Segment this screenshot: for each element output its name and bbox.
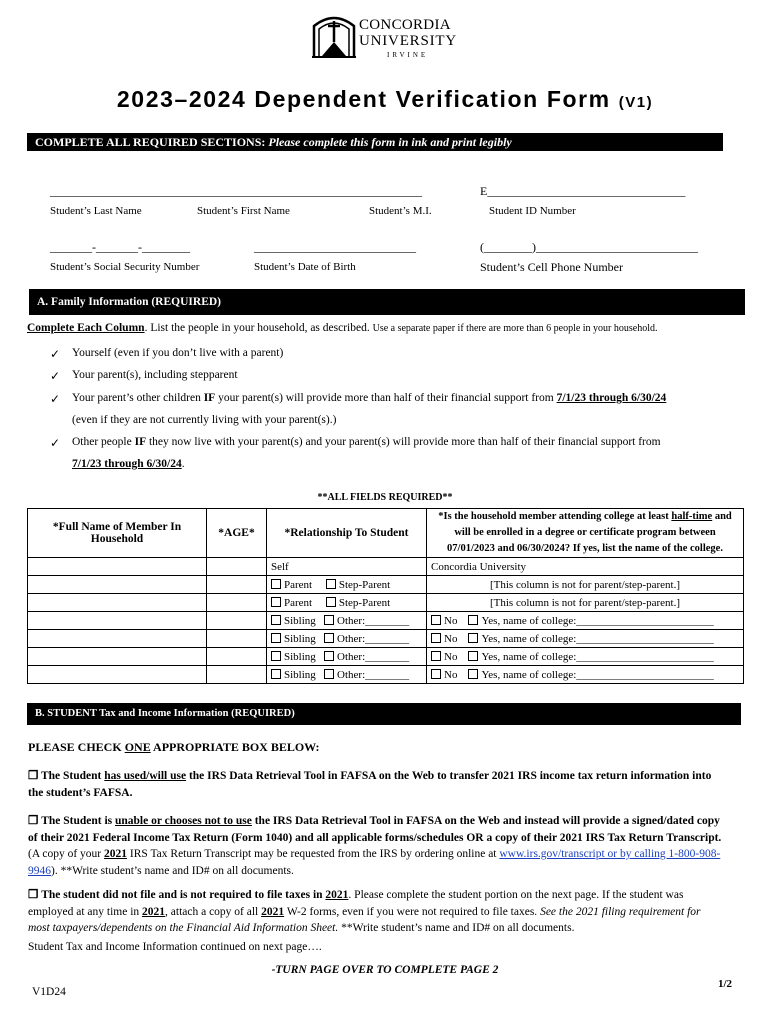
table-row (28, 666, 744, 684)
cell-age[interactable] (207, 666, 267, 684)
label-student-id: Student ID Number (489, 205, 576, 217)
sibling-checkbox[interactable] (271, 669, 281, 679)
cell-relationship-parent: Parent Step-Parent (267, 576, 427, 594)
student-id-line[interactable]: E_________________________________ (480, 184, 686, 198)
yes-checkbox[interactable] (468, 633, 478, 643)
household-table (27, 508, 744, 684)
cell-age[interactable] (207, 648, 267, 666)
table-header-row (28, 509, 744, 558)
cell-college-self: Concordia University (427, 558, 744, 576)
form-code: V1D24 (32, 986, 66, 998)
cell-age[interactable] (207, 612, 267, 630)
checkmark-icon: ✓ (50, 436, 61, 450)
parent-checkbox[interactable] (271, 579, 281, 589)
sibling-checkbox[interactable] (271, 651, 281, 661)
cell-relationship-sibling: Sibling Other:________ (267, 630, 427, 648)
header-college: *Is the household member attending college at least half-time and will be enrolled in a degree or certificate program between 07/01/2023 and 06/30/2024? If yes, list the name of the college. (427, 509, 744, 558)
table-row (28, 630, 744, 648)
cell-age[interactable] (207, 558, 267, 576)
table-row (28, 612, 744, 630)
table-row (28, 648, 744, 666)
logo-line-1: CONCORDIA (359, 17, 451, 33)
cell-college: No Yes, name of college:_________________________ (427, 648, 744, 666)
form-version: (V1) (618, 94, 654, 111)
cell-relationship-parent: Parent Step-Parent (267, 594, 427, 612)
header-relationship: *Relationship To Student (267, 509, 427, 558)
ssn-line[interactable]: _______-_______-________ (50, 240, 190, 254)
other-checkbox[interactable] (324, 651, 334, 661)
cell-name[interactable] (28, 666, 207, 684)
yes-checkbox[interactable] (468, 615, 478, 625)
step-parent-checkbox[interactable] (326, 597, 336, 607)
required-bar-note: Please complete this form in ink and print legibly (268, 135, 512, 149)
label-ssn: Student’s Social Security Number (50, 261, 200, 273)
cell-age[interactable] (207, 630, 267, 648)
form-title-main: 2023–2024 Dependent Verification Form (116, 86, 611, 112)
table-row (28, 558, 744, 576)
checkmark-icon: ✓ (50, 392, 61, 406)
cell-relationship-sibling: Sibling Other:________ (267, 648, 427, 666)
all-fields-required: **ALL FIELDS REQUIRED** (317, 492, 453, 503)
checkbox-icon[interactable]: ❒ (28, 770, 39, 782)
step-parent-checkbox[interactable] (326, 579, 336, 589)
yes-checkbox[interactable] (468, 651, 478, 661)
check-one-instruction: PLEASE CHECK ONE APPROPRIATE BOX BELOW: (28, 740, 320, 754)
chapel-icon (310, 12, 358, 60)
option-used-drt[interactable]: ❒ The Student has used/will use the IRS Data Retrieval Tool in FAFSA on the Web to transfer 2021 IRS income tax return information into the student’s FAFSA. (28, 770, 712, 799)
table-row (28, 594, 744, 612)
student-name-line[interactable]: ______________________________________________________________ (50, 184, 422, 198)
label-last-name: Student’s Last Name (50, 205, 142, 217)
irs-transcript-link[interactable]: www.irs.gov/transcript or by calling 1-800-908-9946 (28, 848, 721, 877)
no-checkbox[interactable] (431, 615, 441, 625)
required-bar-lead: COMPLETE ALL REQUIRED SECTIONS: (35, 135, 266, 149)
checkmark-icon: ✓ (50, 347, 61, 361)
cell-college: No Yes, name of college:_________________________ (427, 630, 744, 648)
required-sections-bar (27, 133, 723, 151)
list-item-other-people-dates: 7/1/23 through 6/30/24. (72, 458, 185, 470)
option-did-not-file[interactable]: ❒ The student did not file and is not required to file taxes in 2021. Please complete the student portion on the next page. If the student was employed at any time in 2021, attach a copy of all 2021 W-2 forms, even if you were not required to file taxes. See the 2021 filing requirement for most taxpayers/dependents on the Financial Aid Information Sheet. **Write student’s name and ID# on all documents. (28, 889, 701, 934)
no-checkbox[interactable] (431, 651, 441, 661)
cell-name[interactable] (28, 612, 207, 630)
no-checkbox[interactable] (431, 633, 441, 643)
list-item-other-children: Your parent’s other children IF your parent(s) will provide more than half of their financial support from 7/1/23 through 6/30/24 (72, 392, 667, 404)
cell-age[interactable] (207, 594, 267, 612)
list-item-parents: Your parent(s), including stepparent (72, 369, 238, 381)
dob-line[interactable]: ___________________________ (254, 240, 416, 254)
table-row (28, 576, 744, 594)
label-mi: Student’s M.I. (369, 205, 432, 217)
sibling-checkbox[interactable] (271, 633, 281, 643)
cell-relationship-sibling: Sibling Other:________ (267, 666, 427, 684)
other-checkbox[interactable] (324, 669, 334, 679)
section-a-header: A. Family Information (REQUIRED) (29, 289, 745, 315)
cell-relationship-self: Self (267, 558, 427, 576)
checkmark-icon: ✓ (50, 369, 61, 383)
cell-name[interactable] (28, 576, 207, 594)
page-number: 1/2 (718, 978, 733, 990)
section-b-header: B. STUDENT Tax and Income Information (REQUIRED) (27, 703, 741, 725)
turn-page-note: -TURN PAGE OVER TO COMPLETE PAGE 2 (271, 964, 499, 976)
sibling-checkbox[interactable] (271, 615, 281, 625)
header-full-name: *Full Name of Member In Household (28, 509, 207, 558)
section-a-intro: Complete Each Column. List the people in your household, as described. Use a separate paper if there are more than 6 people in your household. (27, 322, 658, 334)
label-dob: Student’s Date of Birth (254, 261, 356, 273)
form-title (0, 86, 770, 113)
cell-college: No Yes, name of college:_________________________ (427, 612, 744, 630)
cell-name[interactable] (28, 630, 207, 648)
logo-line-2: UNIVERSITY (359, 33, 457, 49)
list-item-other-children-cont: (even if they are not currently living with your parent(s).) (72, 414, 337, 426)
cell-not-for-parent: [This column is not for parent/step-parent.] (427, 594, 744, 612)
cell-college: No Yes, name of college:_________________________ (427, 666, 744, 684)
checkbox-icon[interactable]: ❒ (28, 889, 39, 901)
cell-name[interactable] (28, 594, 207, 612)
list-item-yourself: Yourself (even if you don’t live with a parent) (72, 347, 284, 359)
checkbox-icon[interactable]: ❒ (28, 815, 39, 827)
no-checkbox[interactable] (431, 669, 441, 679)
cell-name[interactable] (28, 558, 207, 576)
cell-name[interactable] (28, 648, 207, 666)
label-phone: Student’s Cell Phone Number (480, 260, 623, 274)
label-first-name: Student’s First Name (197, 205, 290, 217)
cell-relationship-sibling: Sibling Other:________ (267, 612, 427, 630)
logo-line-3: IRVINE (387, 51, 429, 59)
phone-line[interactable]: (________)___________________________ (480, 240, 698, 254)
continued-note: Student Tax and Income Information continued on next page…. (28, 941, 322, 953)
option-not-used-drt[interactable]: ❒ The Student is unable or chooses not to use the IRS Data Retrieval Tool in FAFSA on the Web and instead will provide a signed/dated copy of their 2021 Federal Income Tax Return (Form 1040) and all applicable forms/schedules OR a copy of their 2021 IRS Tax Return Transcript. (A copy of your 2021 IRS Tax Return Transcript may be requested from the IRS by ordering online at www.irs.gov/transcript or by calling 1-800-908-9946). **Write student’s name and ID# on all documents. (28, 815, 722, 877)
cell-age[interactable] (207, 576, 267, 594)
list-item-other-people: Other people IF they now live with your parent(s) and your parent(s) will provide more than half of their financial support from (72, 436, 661, 448)
cell-not-for-parent: [This column is not for parent/step-parent.] (427, 576, 744, 594)
other-checkbox[interactable] (324, 633, 334, 643)
yes-checkbox[interactable] (468, 669, 478, 679)
logo-wordmark (359, 18, 457, 59)
other-checkbox[interactable] (324, 615, 334, 625)
header-age: *AGE* (207, 509, 267, 558)
parent-checkbox[interactable] (271, 597, 281, 607)
